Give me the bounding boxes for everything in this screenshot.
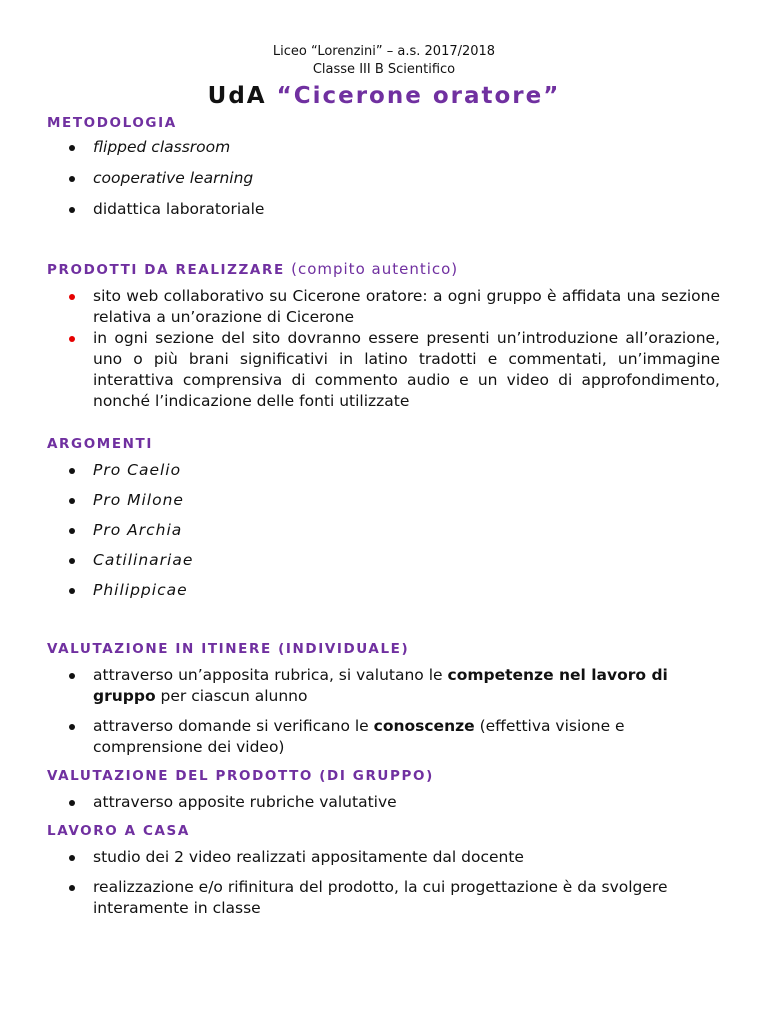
bullet-icon bbox=[69, 145, 75, 151]
list-item: Pro Caelio bbox=[93, 460, 720, 481]
title-prefix: UdA bbox=[207, 83, 277, 109]
list-item: Pro Archia bbox=[93, 520, 720, 541]
prodotti-list bbox=[0, 286, 768, 412]
document-title bbox=[0, 83, 768, 109]
list-item: in ogni sezione del sito dovranno essere presenti un’introduzione all’orazione, uno o più brani significativi in latino tradotti e commentati, un’immagine interattiva comprensiva di commento audio e un video di approfondimento, nonché l’indicazione delle fonti utilizzate bbox=[93, 328, 720, 412]
lavoro-casa-list bbox=[0, 847, 768, 919]
title-name: “Cicerone oratore” bbox=[276, 83, 561, 109]
bullet-icon bbox=[69, 673, 75, 679]
list-item: attraverso un’apposita rubrica, si valutano le competenze nel lavoro di gruppo per ciascun alunno bbox=[93, 665, 720, 707]
section-heading-metodologia: METODOLOGIA bbox=[47, 115, 177, 131]
bullet-icon bbox=[69, 724, 75, 730]
list-item: sito web collaborativo su Cicerone oratore: a ogni gruppo è affidata una sezione relativa a un’orazione di Cicerone bbox=[93, 286, 720, 328]
bullet-icon bbox=[69, 800, 75, 806]
argomenti-list bbox=[0, 460, 768, 601]
list-item: studio dei 2 video realizzati appositamente dal docente bbox=[93, 847, 720, 868]
class-line: Classe III B Scientifico bbox=[312, 62, 456, 77]
list-item: Catilinariae bbox=[93, 550, 720, 571]
section-heading-lavoro-casa: LAVORO A CASA bbox=[47, 823, 190, 839]
bullet-icon bbox=[69, 558, 75, 564]
list-item: cooperative learning bbox=[93, 168, 720, 189]
valutazione-prodotto-list bbox=[0, 792, 768, 813]
bullet-icon bbox=[69, 855, 75, 861]
metodologia-list bbox=[0, 137, 768, 220]
bullet-icon bbox=[69, 528, 75, 534]
section-heading-valutazione-prodotto: VALUTAZIONE DEL PRODOTTO (DI GRUPPO) bbox=[47, 768, 434, 784]
red-bullet-icon bbox=[69, 336, 75, 342]
section-heading-valutazione-itinere: VALUTAZIONE IN ITINERE (INDIVIDUALE) bbox=[47, 641, 410, 657]
list-item: flipped classroom bbox=[93, 137, 720, 158]
section-heading-argomenti: ARGOMENTI bbox=[47, 436, 153, 452]
list-item: realizzazione e/o rifinitura del prodotto, la cui progettazione è da svolgere interamente in classe bbox=[93, 877, 720, 919]
valutazione-itinere-list bbox=[0, 665, 768, 758]
school-year-line: Liceo “Lorenzini” – a.s. 2017/2018 bbox=[272, 44, 496, 59]
red-bullet-icon bbox=[69, 294, 75, 300]
list-item: attraverso apposite rubriche valutative bbox=[93, 792, 720, 813]
list-item: Pro Milone bbox=[93, 490, 720, 511]
bullet-icon bbox=[69, 885, 75, 891]
section-heading-prodotti: PRODOTTI DA REALIZZARE (compito autentico) bbox=[47, 260, 459, 278]
bullet-icon bbox=[69, 498, 75, 504]
bullet-icon bbox=[69, 207, 75, 213]
list-item: didattica laboratoriale bbox=[93, 199, 720, 220]
bullet-icon bbox=[69, 468, 75, 474]
list-item: attraverso domande si verificano le conoscenze (effettiva visione e comprensione dei video) bbox=[93, 716, 720, 758]
bullet-icon bbox=[69, 176, 75, 182]
bullet-icon bbox=[69, 588, 75, 594]
list-item: Philippicae bbox=[93, 580, 720, 601]
